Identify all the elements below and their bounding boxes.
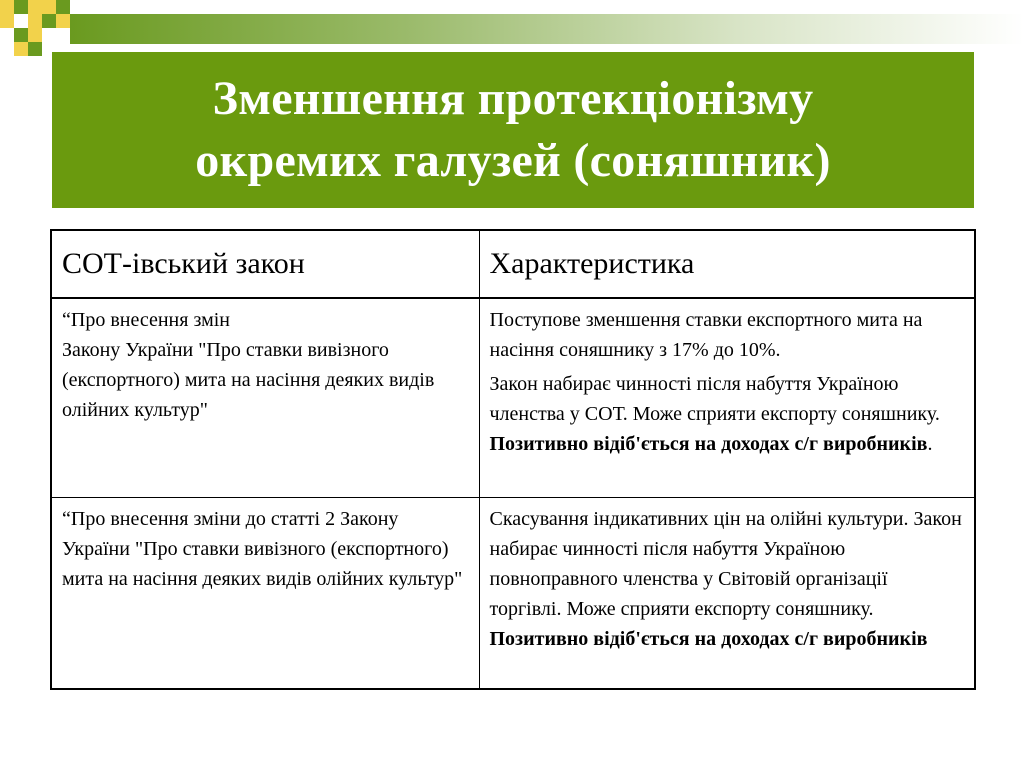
corner-square-7 xyxy=(28,14,42,28)
corner-square-13 xyxy=(28,42,42,56)
corner-square-12 xyxy=(14,42,28,56)
characteristic-emphasis: Позитивно відіб'ється на доходах с/г виробників xyxy=(489,628,928,650)
characteristic-tail: . xyxy=(927,433,933,455)
corner-square-2 xyxy=(14,0,28,14)
header-characteristic: Характеристика xyxy=(479,230,975,298)
slide-title xyxy=(195,68,831,192)
header-law: СОТ-івський закон xyxy=(51,230,479,298)
corner-square-5 xyxy=(56,0,70,14)
law-cell xyxy=(51,498,479,690)
characteristic-cell xyxy=(479,498,975,690)
characteristic-paragraph-2 xyxy=(490,369,965,459)
table-row xyxy=(51,498,975,690)
corner-square-11 xyxy=(28,28,42,42)
corner-square-4 xyxy=(42,0,56,14)
characteristic-emphasis: Позитивно відіб'ється на доходах с/г виробників xyxy=(489,433,928,455)
characteristic-paragraph xyxy=(490,504,965,654)
characteristic-text: Скасування індикативних цін на олійні культури. Закон набирає чинності після набуття Україною повноправного членства у Світовій організації торгівлі. Може сприяти експорту соняшнику. xyxy=(489,508,962,620)
corner-square-3 xyxy=(28,0,42,14)
laws-table xyxy=(50,229,976,690)
top-gradient-rule xyxy=(70,14,1024,44)
title-banner xyxy=(52,52,974,208)
characteristic-text: Закон набирає чинності після набуття Україною членства у СОТ. Може сприяти експорту соняшнику. xyxy=(489,373,940,425)
corner-square-10 xyxy=(14,28,28,42)
corner-square-1 xyxy=(0,0,14,14)
corner-square-6 xyxy=(0,14,14,28)
law-cell xyxy=(51,298,479,498)
law-title: “Про внесення зміни до статті 2 Закону України "Про ставки вивізного (експортного) мита на насіння деяких видів олійних культур" xyxy=(62,508,463,590)
corner-square-8 xyxy=(42,14,56,28)
slide-title-line-2: окремих галузей (соняшник) xyxy=(195,134,831,187)
law-title-rest: Закону України "Про ставки вивізного (експортного) мита на насіння деяких видів олійних культур" xyxy=(62,339,435,421)
table-header-row xyxy=(51,230,975,298)
table-row xyxy=(51,298,975,498)
law-title-line: “Про внесення змін xyxy=(62,309,230,331)
slide-title-line-1: Зменшення протекціонізму xyxy=(212,72,814,125)
characteristic-paragraph-1: Поступове зменшення ставки експортного мита на насіння соняшнику з 17% до 10%. xyxy=(489,309,923,361)
corner-square-9 xyxy=(56,14,70,28)
characteristic-cell xyxy=(479,298,975,498)
